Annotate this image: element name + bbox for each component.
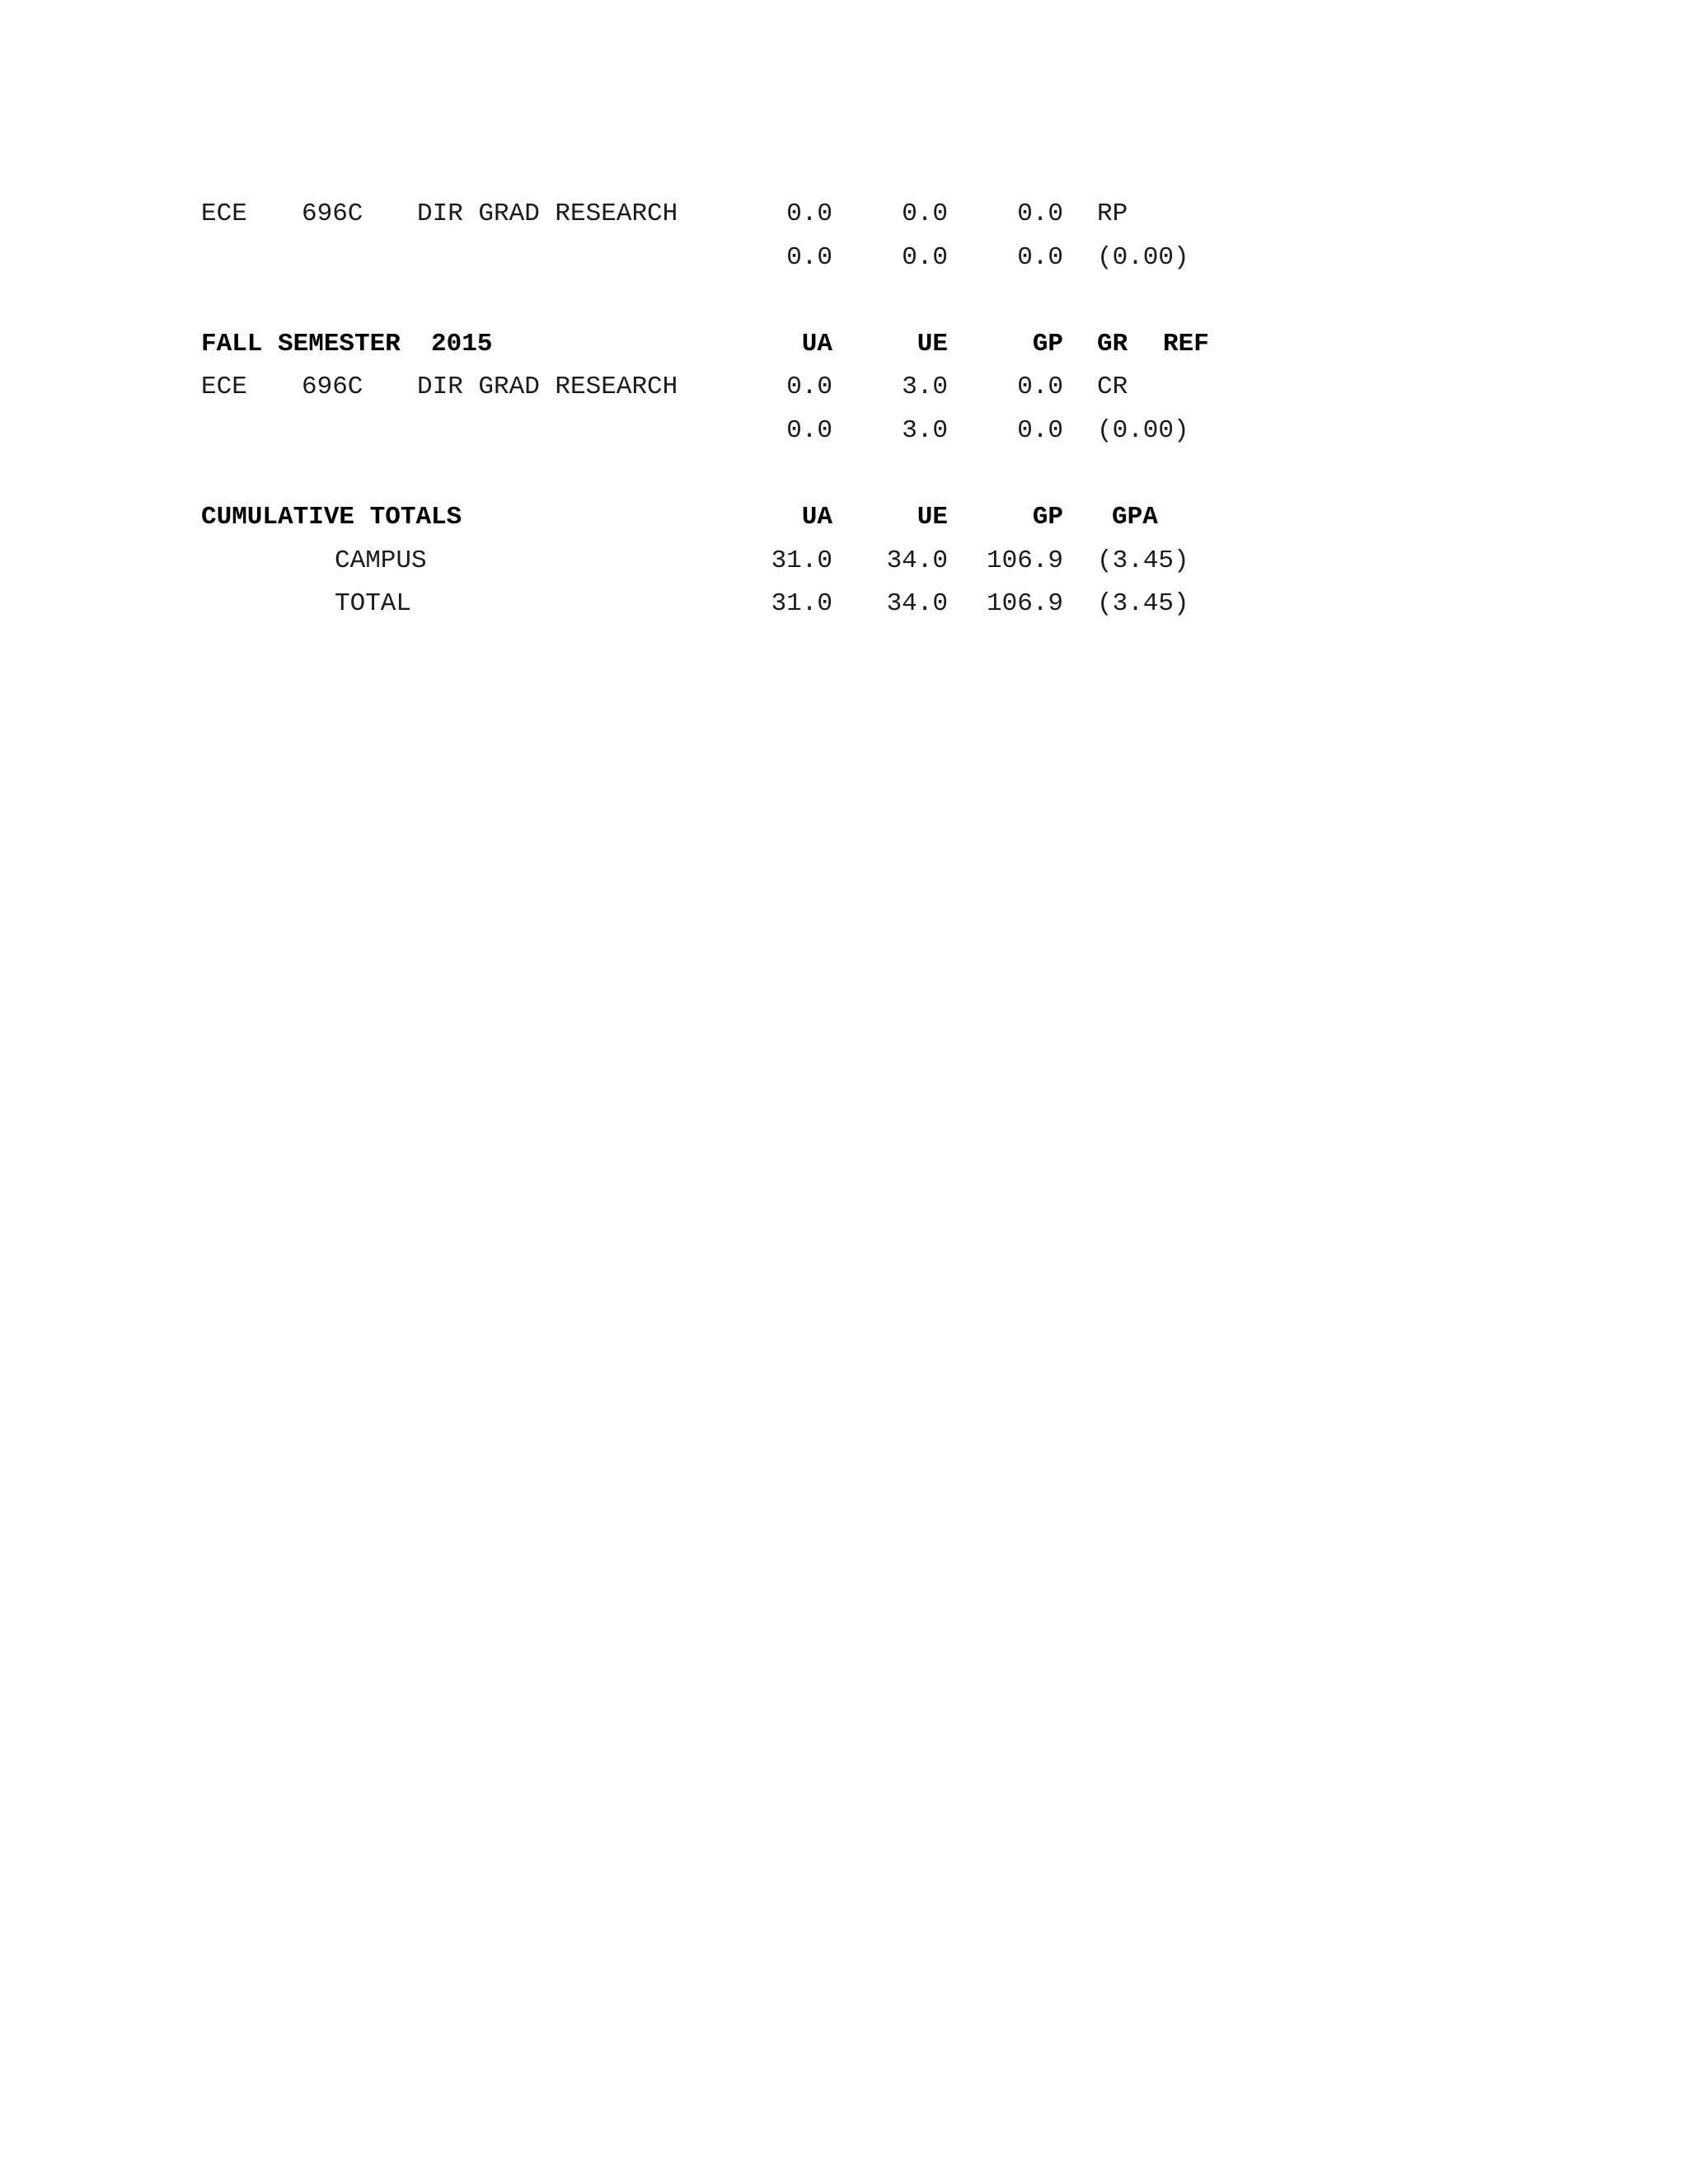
term-total-gp: 0.0 <box>1017 243 1063 272</box>
column-header-gp: GP <box>1032 503 1063 532</box>
course-grade-points: 0.0 <box>1017 373 1063 401</box>
cumulative-row-total <box>0 588 1688 621</box>
course-units-earned: 3.0 <box>902 373 948 401</box>
term-heading-row <box>0 328 1688 361</box>
course-title: DIR GRAD RESEARCH <box>417 199 678 228</box>
course-subject: ECE <box>201 373 247 401</box>
column-header-ref: REF <box>1163 330 1209 359</box>
term-total-ua: 0.0 <box>786 243 832 272</box>
course-number: 696C <box>302 199 363 228</box>
column-header-ue: UE <box>917 503 948 532</box>
course-row <box>0 371 1688 404</box>
column-header-gp: GP <box>1032 330 1063 359</box>
cumulative-label: TOTAL <box>335 589 412 618</box>
term-total-gp: 0.0 <box>1017 416 1063 445</box>
term-heading: FALL SEMESTER 2015 <box>201 330 493 359</box>
cumulative-ue: 34.0 <box>886 589 948 618</box>
cumulative-row-campus <box>0 545 1688 578</box>
column-header-ua: UA <box>801 503 832 532</box>
course-units-earned: 0.0 <box>902 199 948 228</box>
cumulative-gpa: (3.45) <box>1097 589 1189 618</box>
course-units-attempted: 0.0 <box>786 373 832 401</box>
course-title: DIR GRAD RESEARCH <box>417 373 678 401</box>
term-total-ua: 0.0 <box>786 416 832 445</box>
term-gpa: (0.00) <box>1097 416 1189 445</box>
course-row <box>0 198 1688 231</box>
term-total-ue: 3.0 <box>902 416 948 445</box>
cumulative-gp: 106.9 <box>986 546 1063 575</box>
cumulative-heading-row <box>0 501 1688 534</box>
course-grade: RP <box>1097 199 1128 228</box>
course-grade: CR <box>1097 373 1128 401</box>
term-gpa: (0.00) <box>1097 243 1189 272</box>
cumulative-heading: CUMULATIVE TOTALS <box>201 503 462 532</box>
cumulative-gp: 106.9 <box>986 589 1063 618</box>
course-grade-points: 0.0 <box>1017 199 1063 228</box>
cumulative-ua: 31.0 <box>771 589 832 618</box>
column-header-ue: UE <box>917 330 948 359</box>
course-number: 696C <box>302 373 363 401</box>
cumulative-ue: 34.0 <box>886 546 948 575</box>
term-totals-row <box>0 241 1688 274</box>
column-header-gpa: GPA <box>1112 503 1158 532</box>
column-header-ua: UA <box>801 330 832 359</box>
term-totals-row <box>0 415 1688 448</box>
column-header-gr: GR <box>1097 330 1128 359</box>
cumulative-gpa: (3.45) <box>1097 546 1189 575</box>
cumulative-ua: 31.0 <box>771 546 832 575</box>
course-subject: ECE <box>201 199 247 228</box>
term-total-ue: 0.0 <box>902 243 948 272</box>
course-units-attempted: 0.0 <box>786 199 832 228</box>
cumulative-label: CAMPUS <box>335 546 427 575</box>
